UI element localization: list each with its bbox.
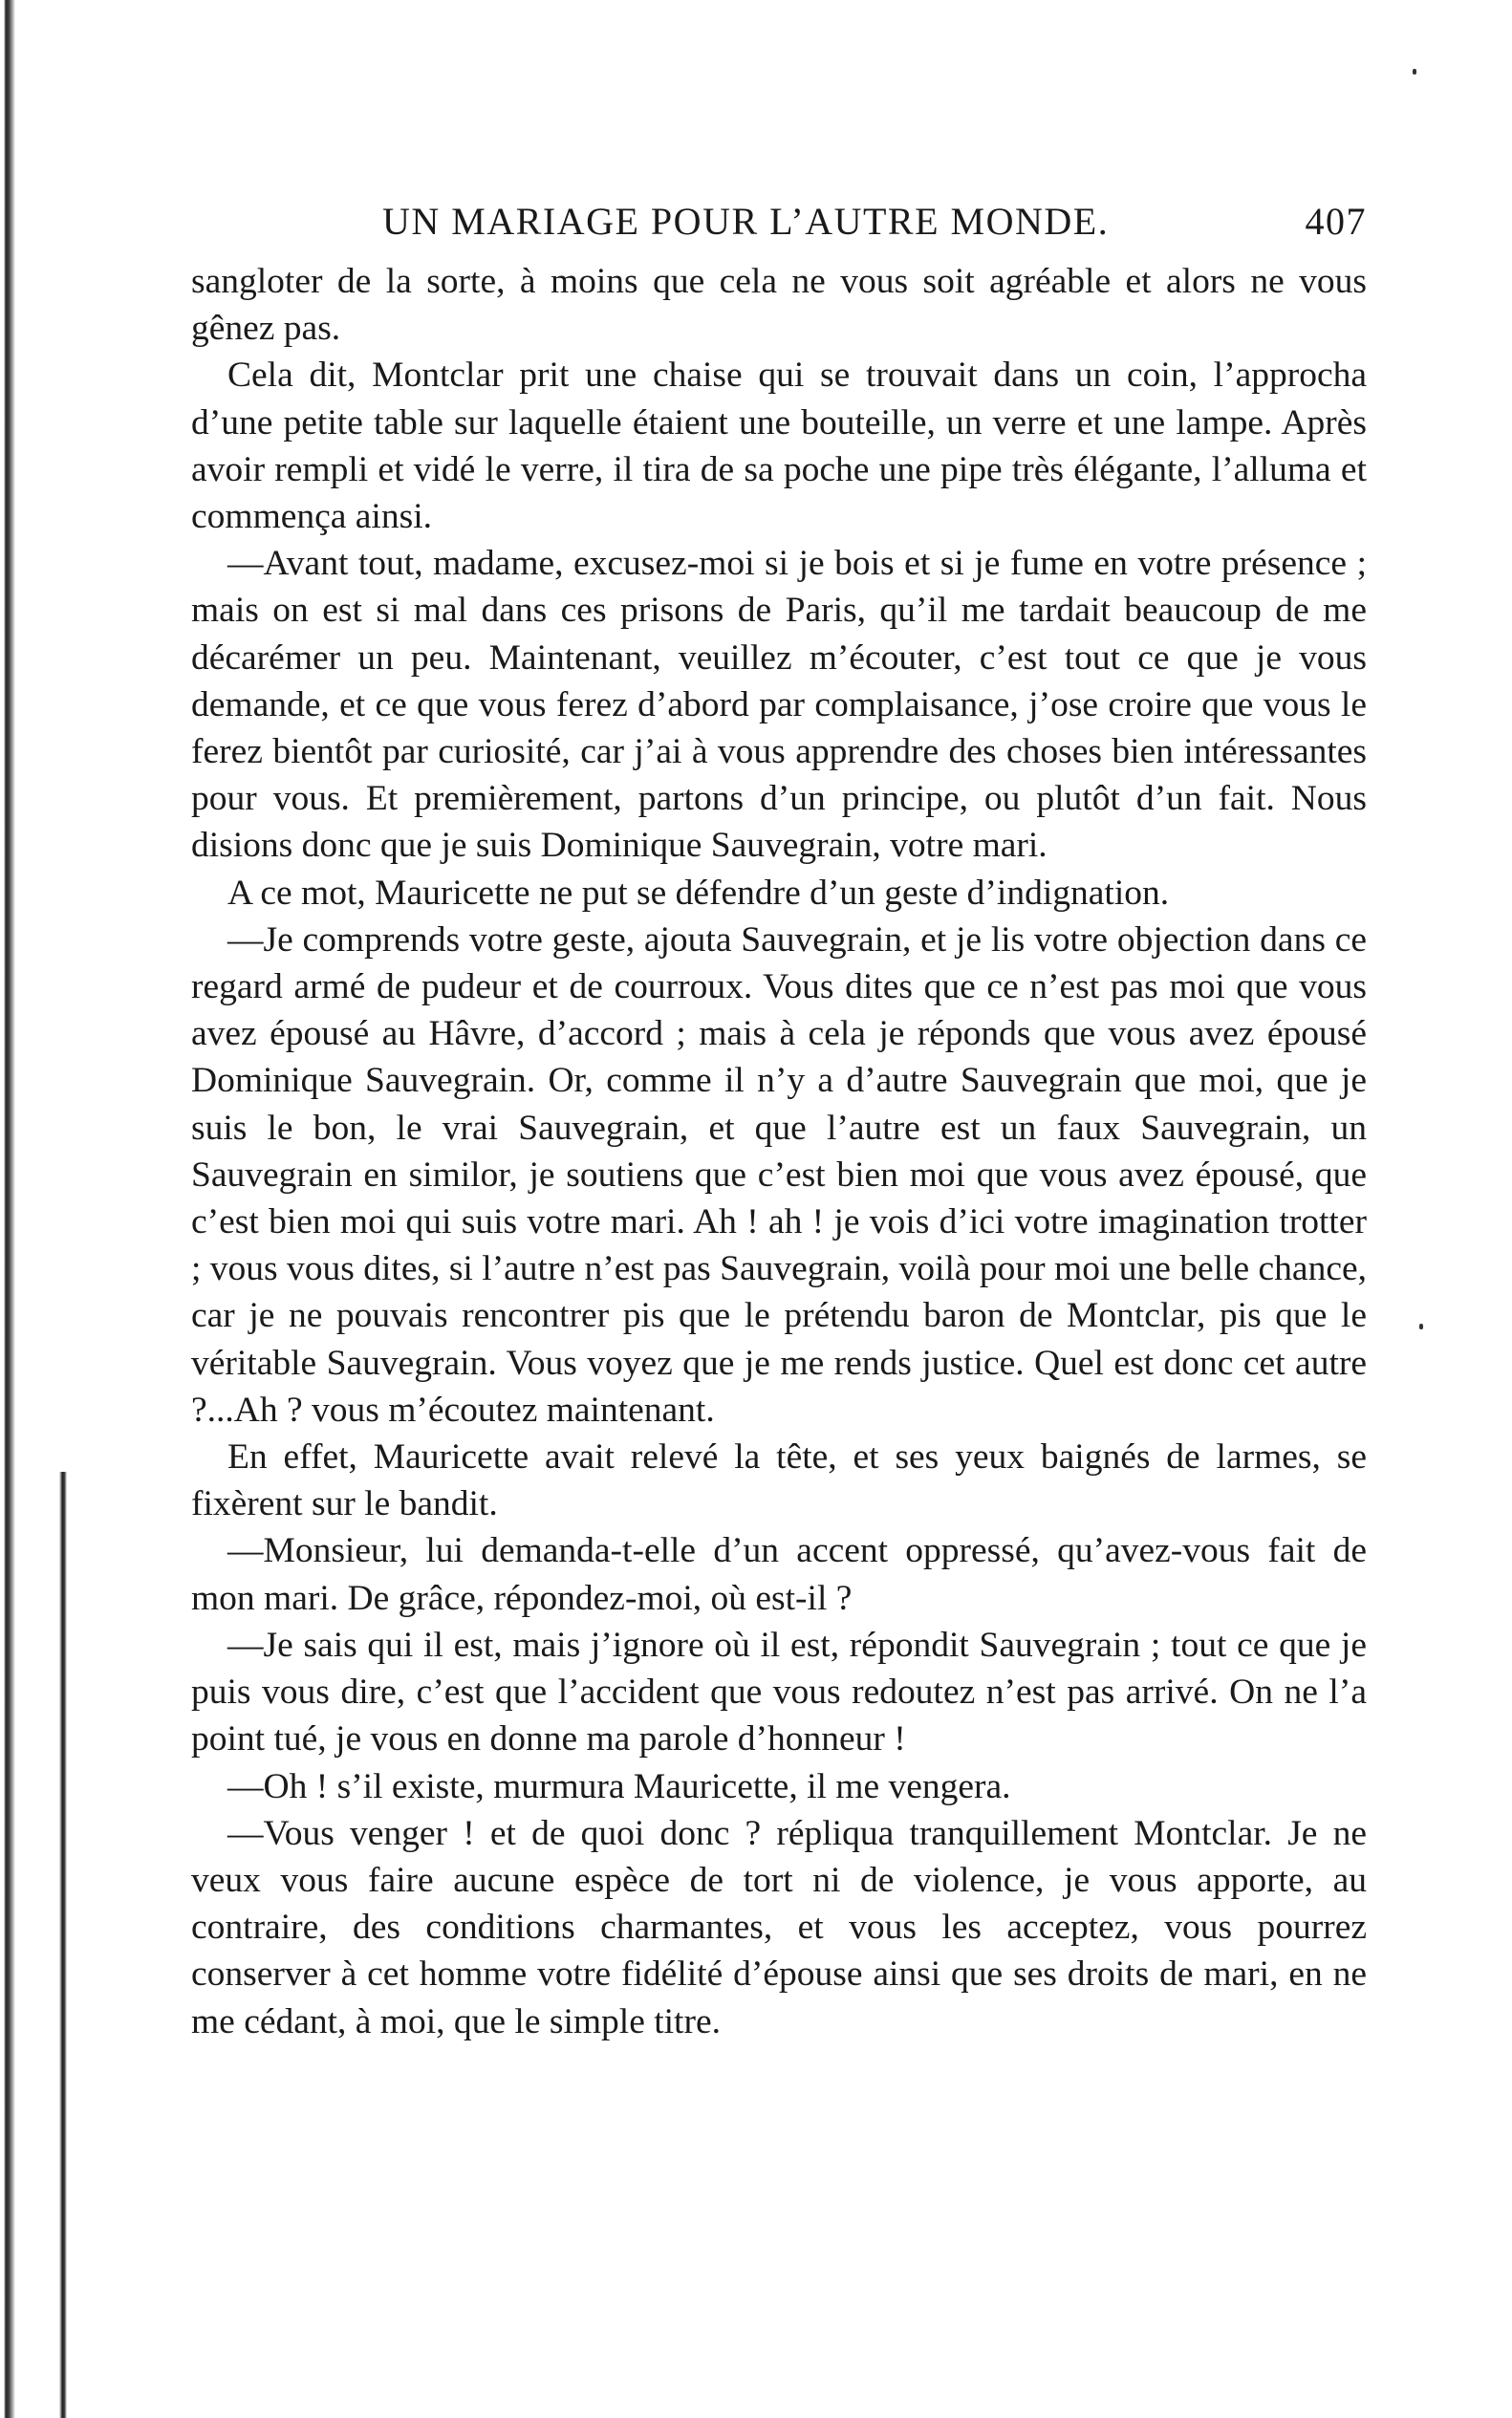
paragraph: —Je comprends votre geste, ajouta Sauvegrain, et je lis votre objection dans ce regard armé de pudeur et de courroux. Vous dites que ce n’est pas moi que vous avez épousé au Hâvre, d’accord ; mais à cela je réponds que vous avez épousé Dominique Sauvegrain. Or, comme il n’y a d’autre Sauvegrain que moi, que je suis le bon, le vrai Sauvegrain, et que l’autre est un faux Sauvegrain, un Sauvegrain en similor, je soutiens que c’est bien moi que vous avez épousé, que c’est bien moi qui suis votre mari. Ah ! ah ! je vois d’ici votre imagination trotter ; vous vous dites, si l’autre n’est pas Sauvegrain, voilà pour moi une belle chance, car je ne pouvais rencontrer pis que le prétendu baron de Montclar, pis que le véritable Sauvegrain. Vous voyez que je me rends justice. Quel est donc cet autre ?...Ah ? vous m’écoutez maintenant. (191, 919, 1367, 1430)
paragraph: —Je sais qui il est, mais j’ignore où il est, répondit Sauvegrain ; tout ce que je puis vous dire, c’est que l’accident que vous redoutez n’est pas arrivé. On ne l’a point tué, je vous en donne ma parole d’honneur ! (191, 1625, 1367, 1760)
book-page (191, 191, 1367, 2045)
book-binding-shadow (59, 1472, 67, 2418)
book-binding-edge (0, 0, 21, 2418)
paper-speck (1413, 69, 1416, 75)
paragraph: —Vous venger ! et de quoi donc ? répliqua tranquillement Montclar. Je ne veux vous faire aucune espèce de tort ni de violence, je vous apporte, au contraire, des conditions charmantes, et vous les acceptez, vous pourrez conserver à cet homme votre fidélité d’épouse ainsi que ses droits de mari, en ne me cédant, à moi, que le simple titre. (191, 1813, 1367, 2041)
paragraph: sangloter de la sorte, à moins que cela ne vous soit agréable et alors ne vous gênez pas. (191, 262, 1367, 349)
body-text (191, 258, 1367, 2045)
paragraph: —Oh ! s’il existe, murmura Mauricette, il me vengera. (227, 1766, 1011, 1806)
paper-speck (1419, 1324, 1423, 1329)
paragraph: —Monsieur, lui demanda-t-elle d’un accent oppressé, qu’avez-vous fait de mon mari. De grâce, répondez-moi, où est-il ? (191, 1531, 1367, 1618)
paragraph: Cela dit, Montclar prit une chaise qui se trouvait dans un coin, l’approcha d’une petite table sur laquelle étaient une bouteille, un verre et une lampe. Après avoir rempli et vidé le verre, il tira de sa poche une pipe très élégante, l’alluma et commença ainsi. (191, 356, 1367, 537)
page-number: 407 (1305, 200, 1367, 243)
running-head-title: UN MARIAGE POUR L’AUTRE MONDE. (382, 200, 1110, 243)
paragraph: —Avant tout, madame, excusez-moi si je bois et si je fume en votre présence ; mais on est si mal dans ces prisons de Paris, qu’il me tardait beaucoup de me décarémer un peu. Maintenant, veuillez m’écouter, c’est tout ce que je vous demande, et ce que vous ferez d’abord par complaisance, j’ose croire que vous le ferez bientôt par curiosité, car j’ai à vous apprendre des choses bien intéressantes pour vous. Et premièrement, partons d’un principe, ou plutôt d’un fait. Nous disions donc que je suis Dominique Sauvegrain, votre mari. (191, 544, 1367, 866)
running-head (191, 191, 1367, 258)
paragraph: En effet, Mauricette avait relevé la tête, et ses yeux baignés de larmes, se fixèrent sur le bandit. (191, 1437, 1367, 1524)
paragraph: A ce mot, Mauricette ne put se défendre d’un geste d’indignation. (227, 873, 1170, 913)
